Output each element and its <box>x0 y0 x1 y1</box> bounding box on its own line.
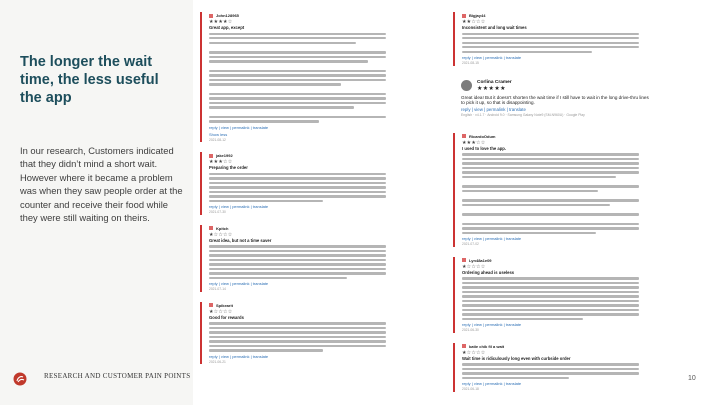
review-header <box>462 133 643 140</box>
review-action-links[interactable]: reply | view | permalink | translate <box>462 322 522 328</box>
review-item <box>453 343 643 392</box>
review-text-line <box>462 199 639 201</box>
review-item <box>200 225 390 292</box>
review-meta: 2021-06-18 <box>462 387 479 392</box>
review-stars: ★★★☆☆ <box>462 139 486 146</box>
paragraph-gap <box>462 218 643 221</box>
review-text-line <box>462 176 616 178</box>
review-text-line <box>209 106 354 108</box>
featured-review <box>453 76 649 121</box>
review-column-left <box>200 12 390 374</box>
review-text-line <box>462 313 639 315</box>
review-text-line <box>209 331 386 333</box>
featured-review-user[interactable]: Corlina Cramer <box>477 79 512 85</box>
review-title: Preparing the order <box>209 165 248 171</box>
flag-icon <box>462 14 466 18</box>
review-action-links[interactable]: reply | view | permalink | translate <box>209 124 269 130</box>
review-user[interactable]: John128965 <box>216 13 239 18</box>
review-text-line <box>462 295 639 297</box>
review-text-line <box>462 300 639 302</box>
review-text-line <box>462 213 639 215</box>
review-text-line <box>462 190 598 192</box>
flag-icon <box>462 344 466 348</box>
review-item <box>453 12 643 66</box>
review-text-line <box>209 259 386 261</box>
review-user[interactable]: katie chik fil a wait <box>469 343 505 349</box>
review-text-line <box>209 182 386 184</box>
review-user[interactable]: jake1992 <box>216 153 233 159</box>
review-user[interactable]: Kpitch <box>216 225 229 231</box>
review-text-line <box>209 37 386 39</box>
review-text-line <box>209 272 386 274</box>
review-user[interactable]: Bigjay44 <box>469 13 486 18</box>
paragraph-gap <box>462 180 643 183</box>
footer-section-label: RESEARCH AND CUSTOMER PAIN POINTS <box>44 372 191 380</box>
review-meta: 2021-07-14 <box>209 287 226 292</box>
review-text-line <box>462 42 639 44</box>
review-text-line <box>462 282 639 284</box>
review-header <box>209 152 390 159</box>
paragraph-gap <box>462 194 643 197</box>
review-column-right <box>453 12 649 402</box>
review-text-line <box>209 79 386 81</box>
review-text-line <box>209 250 386 252</box>
review-text-line <box>462 304 639 306</box>
review-text-line <box>209 195 386 197</box>
review-title: I used to love the app. <box>462 145 506 151</box>
review-text-line <box>462 363 639 365</box>
review-action-links[interactable]: reply | view | permalink | translate <box>209 281 269 287</box>
review-text-line <box>462 185 639 187</box>
review-title: Wait time is ridiculously long even with curbside order <box>462 355 571 361</box>
flag-icon <box>209 14 213 18</box>
review-text-line <box>209 186 386 188</box>
review-text-line <box>209 322 386 324</box>
paragraph-gap <box>209 65 390 68</box>
slide-title: The longer the wait time, the less useful the app <box>20 54 159 106</box>
review-stars: ★☆☆☆☆ <box>462 263 486 270</box>
review-text-line <box>462 171 639 173</box>
review-stars: ★☆☆☆☆ <box>209 308 233 315</box>
paragraph-gap <box>209 111 390 114</box>
review-text-line <box>209 173 386 175</box>
left-panel <box>0 0 193 405</box>
review-text-line <box>462 204 610 206</box>
review-item <box>200 12 390 142</box>
review-text-line <box>209 120 319 122</box>
review-text-line <box>209 340 386 342</box>
review-header <box>209 225 390 232</box>
review-text-line <box>209 42 356 44</box>
review-user[interactable]: Spikearit <box>216 302 233 308</box>
review-text-line <box>209 263 386 265</box>
review-text-line <box>209 83 341 85</box>
review-item <box>453 133 643 247</box>
flag-icon <box>209 303 213 307</box>
review-text-line <box>209 56 386 58</box>
review-action-links[interactable]: reply | view | permalink | translate <box>209 353 269 359</box>
featured-review-links[interactable]: reply | view | permalink | translate <box>461 107 526 113</box>
flag-icon <box>209 154 213 158</box>
paragraph-gap <box>209 46 390 49</box>
review-meta: 2021-08-15 <box>462 61 479 66</box>
review-text-line <box>462 167 639 169</box>
review-header <box>209 12 390 19</box>
review-text-line <box>209 74 386 76</box>
review-text-line <box>462 377 569 379</box>
review-text-line <box>462 227 639 229</box>
review-text-line <box>209 268 386 270</box>
review-text-line <box>462 372 639 374</box>
review-text-line <box>462 153 639 155</box>
review-text-line <box>209 116 386 118</box>
review-item <box>453 257 643 333</box>
review-text-line <box>462 277 639 279</box>
review-user[interactable]: RicardoOdum <box>469 133 496 139</box>
review-stars: ★★★★☆ <box>209 19 233 25</box>
review-meta: 2021-06-30 <box>462 328 479 333</box>
review-text-line <box>462 318 583 320</box>
review-item <box>200 152 390 214</box>
review-text-line <box>462 33 639 35</box>
review-text-line <box>209 336 386 338</box>
review-header <box>462 343 643 350</box>
review-text-line <box>209 254 386 256</box>
review-title: Great idea, but not a time saver <box>209 237 272 243</box>
avatar <box>461 80 472 91</box>
slide-body-text: In our research, Customers indicated that they didn’t mind a short wait. However where it became a problem was when they saw people order at the counter and receive their food while they were still waiting on theirs. <box>20 145 183 224</box>
review-meta: 2021-08-12 <box>209 137 226 142</box>
review-text-line <box>209 345 386 347</box>
flag-icon <box>462 134 466 138</box>
review-header <box>209 302 390 309</box>
review-stars: ★★☆☆☆ <box>462 19 486 25</box>
page-number: 10 <box>688 375 696 382</box>
review-text-line <box>462 286 639 288</box>
review-text-line <box>209 277 347 279</box>
review-text-line <box>209 51 386 53</box>
review-title: Great app, except <box>209 25 245 30</box>
review-stars: ★☆☆☆☆ <box>462 349 486 356</box>
review-text-line <box>462 223 639 225</box>
review-text-line <box>209 93 386 95</box>
review-action-links[interactable]: reply | view | permalink | translate <box>462 236 522 242</box>
review-meta: 2021-07-02 <box>462 242 479 247</box>
review-header <box>462 12 643 19</box>
review-text-line <box>209 327 386 329</box>
review-text-line <box>209 177 386 179</box>
review-meta: 2021-06-21 <box>209 359 226 364</box>
review-user[interactable]: Lyn48a1e09 <box>469 257 492 263</box>
review-text-line <box>209 245 386 247</box>
review-action-links[interactable]: reply | view | permalink | translate <box>209 204 269 210</box>
review-text-line <box>209 70 386 72</box>
review-text-line <box>462 232 596 234</box>
review-title: Inconsistent and long wait times <box>462 25 527 30</box>
review-title: Ordering ahead is useless <box>462 269 515 275</box>
review-text-line <box>209 200 323 202</box>
review-text-line <box>462 291 639 293</box>
review-stars: ★☆☆☆☆ <box>209 231 233 238</box>
review-text-line <box>209 33 386 35</box>
featured-review-meta: English · v4.1.7 · Android 9.0 · Samsung Galaxy Note9 (SM-N960U) · Google Play <box>461 113 585 118</box>
review-text-line <box>462 368 639 370</box>
review-text-line <box>462 309 639 311</box>
review-text-line <box>209 349 323 351</box>
review-meta: 2021-07-30 <box>209 210 226 215</box>
review-title: Good for rewards <box>209 314 244 320</box>
review-action-links[interactable]: reply | view | permalink | translate <box>462 381 522 387</box>
review-text-line <box>462 51 592 53</box>
review-text-line <box>462 162 639 164</box>
review-text-line <box>209 191 386 193</box>
featured-review-text: Great idea! But it doesn't shorten the wait time if I still have to wait in the long drive-thru lines to pick it up, so that is disappointing. <box>461 94 649 106</box>
featured-review-stars: ★★★★★ <box>477 85 506 92</box>
review-action-links[interactable]: reply | view | permalink | translate <box>462 55 522 61</box>
paragraph-gap <box>209 88 390 91</box>
flag-icon <box>209 226 213 230</box>
review-text-line <box>209 60 368 62</box>
review-stars: ★★★☆☆ <box>209 159 233 166</box>
show-less-link[interactable]: Show less <box>209 131 228 137</box>
paragraph-gap <box>462 208 643 211</box>
brand-logo-icon <box>13 372 27 386</box>
review-text-line <box>209 102 386 104</box>
review-text-line <box>462 37 639 39</box>
flag-icon <box>462 258 466 262</box>
review-text-line <box>209 97 386 99</box>
review-text-line <box>462 46 639 48</box>
review-item <box>200 302 390 364</box>
review-header <box>462 257 643 264</box>
review-text-line <box>462 158 639 160</box>
